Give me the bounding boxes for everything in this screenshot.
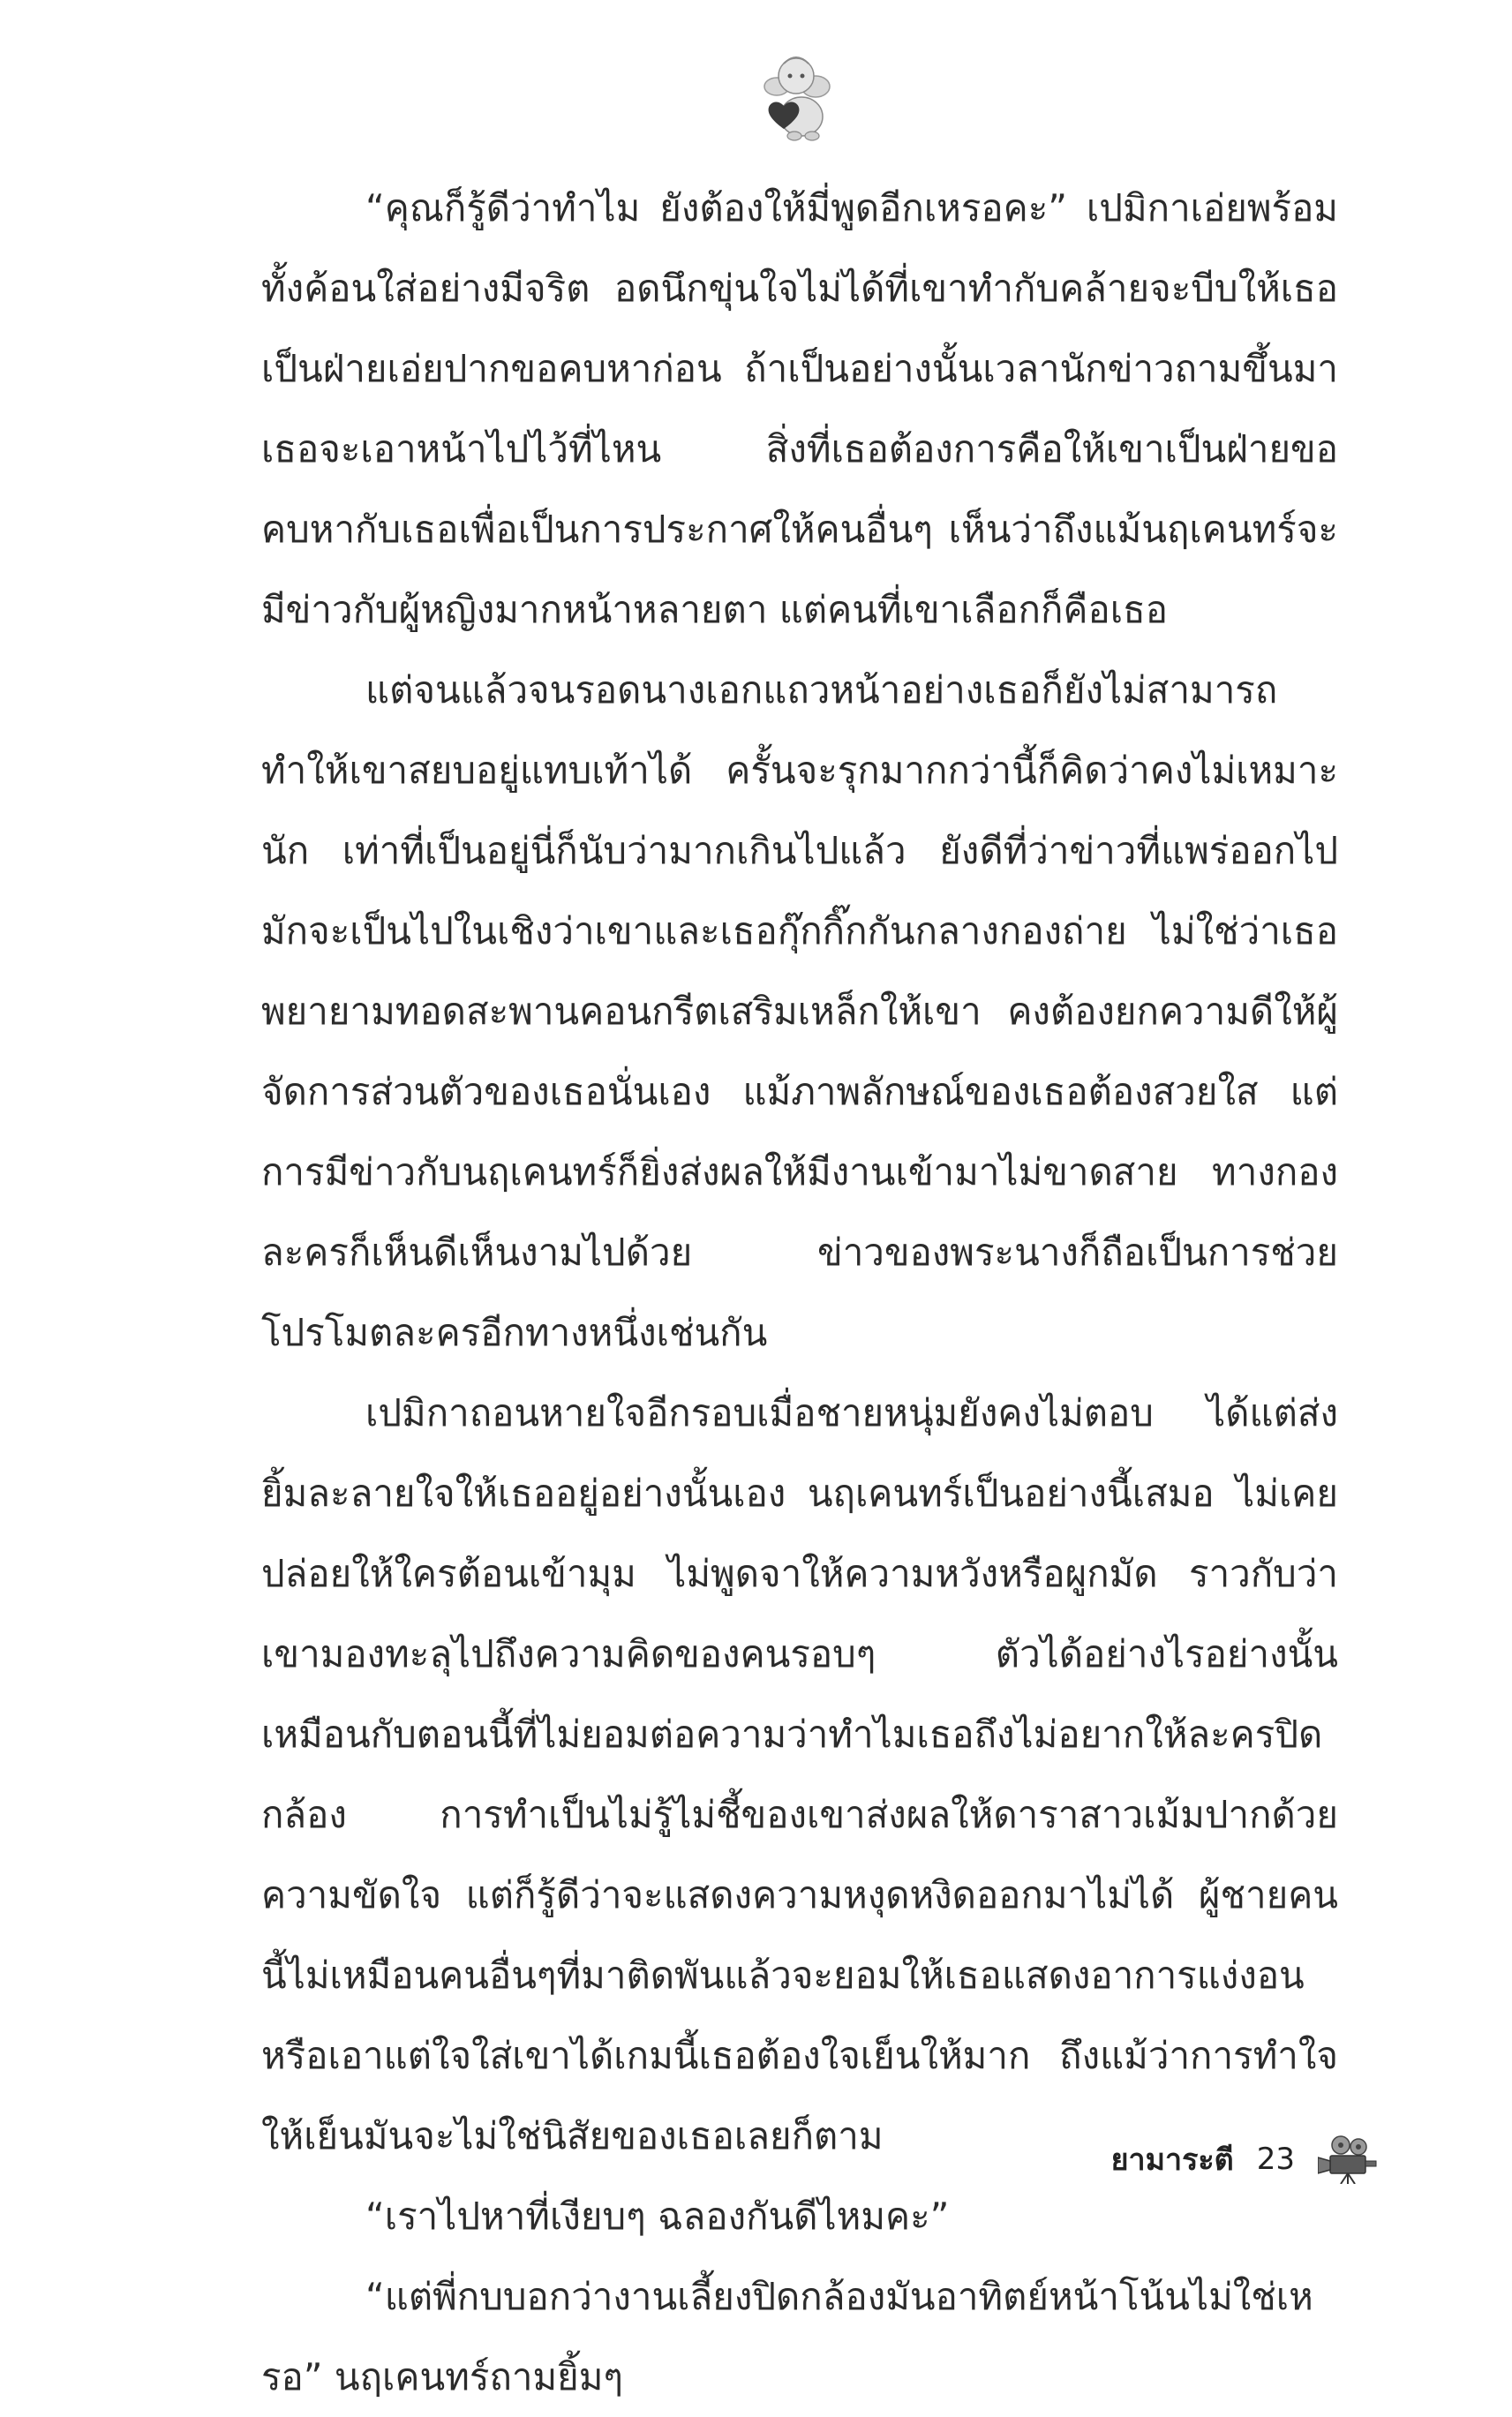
- paragraph: แต่จนแล้วจนรอดนางเอกแถวหน้าอย่างเธอก็ยังไม่สามารถทำให้เขาสยบอยู่แทบเท้าได้ ครั้นจะรุกมากกว่านี้ก็คิดว่าคงไม่เหมาะนัก เท่าที่เป็นอยู่นี่ก็นับว่ามากเกินไปแล้ว ยังดีที่ว่าข่าวที่แพร่ออกไปมักจะเป็นไปในเชิงว่าเขาและเธอกุ๊กกิ๊กกันกลางกองถ่าย ไม่ใช่ว่าเธอพยายามทอดสะพานคอนกรีตเสริมเหล็กให้เขา คงต้องยกความดีให้ผู้จัดการส่วนตัวของเธอนั่นเอง แม้ภาพลักษณ์ของเธอต้องสวยใส แต่การมีข่าวกับนฤเคนทร์ก็ยิ่งส่งผลให้มีงานเข้ามาไม่ขาดสาย ทางกองละครก็เห็นดีเห็นงามไปด้วย ข่าวของพระนางก็ถือเป็นการช่วยโปรโมตละครอีกทางหนึ่งเช่นกัน: [261, 668, 1338, 1354]
- paragraph: “แต่พี่กบบอกว่างานเลี้ยงปิดกล้องมันอาทิตย์หน้าโน้นไม่ใช่เหรอ” นฤเคนทร์ถามยิ้มๆ: [261, 2275, 1313, 2398]
- paragraph: “เราไปหาที่เงียบๆ ฉลองกันดีไหมคะ”: [365, 2195, 950, 2238]
- body-text: [261, 168, 1338, 2417]
- paragraph: “คุณก็รู้ดีว่าทำไม ยังต้องให้มี่พูดอีกเหรอคะ” เปมิกาเอ่ยพร้อมทั้งค้อนใส่อย่างมีจริต อดนึกขุ่นใจไม่ได้ที่เขาทำกับคล้ายจะบีบให้เธอเป็นฝ่ายเอ่ยปากขอคบหาก่อน ถ้าเป็นอย่างนั้นเวลานักข่าวถามขึ้นมาเธอจะเอาหน้าไปไว้ที่ไหน สิ่งที่เธอต้องการคือให้เขาเป็นฝ่ายขอคบหากับเธอเพื่อเป็นการประกาศให้คนอื่นๆ เห็นว่าถึงแม้นฤเคนทร์จะมีข่าวกับผู้หญิงมากหน้าหลายตา แต่คนที่เขาเลือกก็คือเธอ: [261, 186, 1338, 631]
- paragraph: เปมิกาถอนหายใจอีกรอบเมื่อชายหนุ่มยังคงไม่ตอบ ได้แต่ส่งยิ้มละลายใจให้เธออยู่อย่างนั้นเอง นฤเคนทร์เป็นอย่างนี้เสมอ ไม่เคยปล่อยให้ใครต้อนเข้ามุม ไม่พูดจาให้ความหวังหรือผูกมัด ราวกับว่าเขามองทะลุไปถึงความคิดของคนรอบๆ ตัวได้อย่างไรอย่างนั้น เหมือนกับตอนนี้ที่ไม่ยอมต่อความว่าทำไมเธอถึงไม่อยากให้ละครปิดกล้อง การทำเป็นไม่รู้ไม่ชี้ของเขาส่งผลให้ดาราสาวเม้มปากด้วยความขัดใจ แต่ก็รู้ดีว่าจะแสดงความหงุดหงิดออกมาไม่ได้ ผู้ชายคนนี้ไม่เหมือนคนอื่นๆที่มาติดพันแล้วจะยอมให้เธอแสดงอาการแง่งอนหรือเอาแต่ใจใส่เขาได้เกมนี้เธอต้องใจเย็นให้มาก ถึงแม้ว่าการทำใจให้เย็นมันจะไม่ใช่นิสัยของเธอเลยก็ตาม: [261, 1391, 1338, 2157]
- page-footer: [1111, 2135, 1380, 2184]
- book-title: ยามาระตี: [1110, 2142, 1234, 2178]
- movie-camera-icon: [1318, 2135, 1380, 2184]
- cherub-with-heart-icon: [759, 51, 833, 143]
- page-number: 23: [1256, 2142, 1295, 2177]
